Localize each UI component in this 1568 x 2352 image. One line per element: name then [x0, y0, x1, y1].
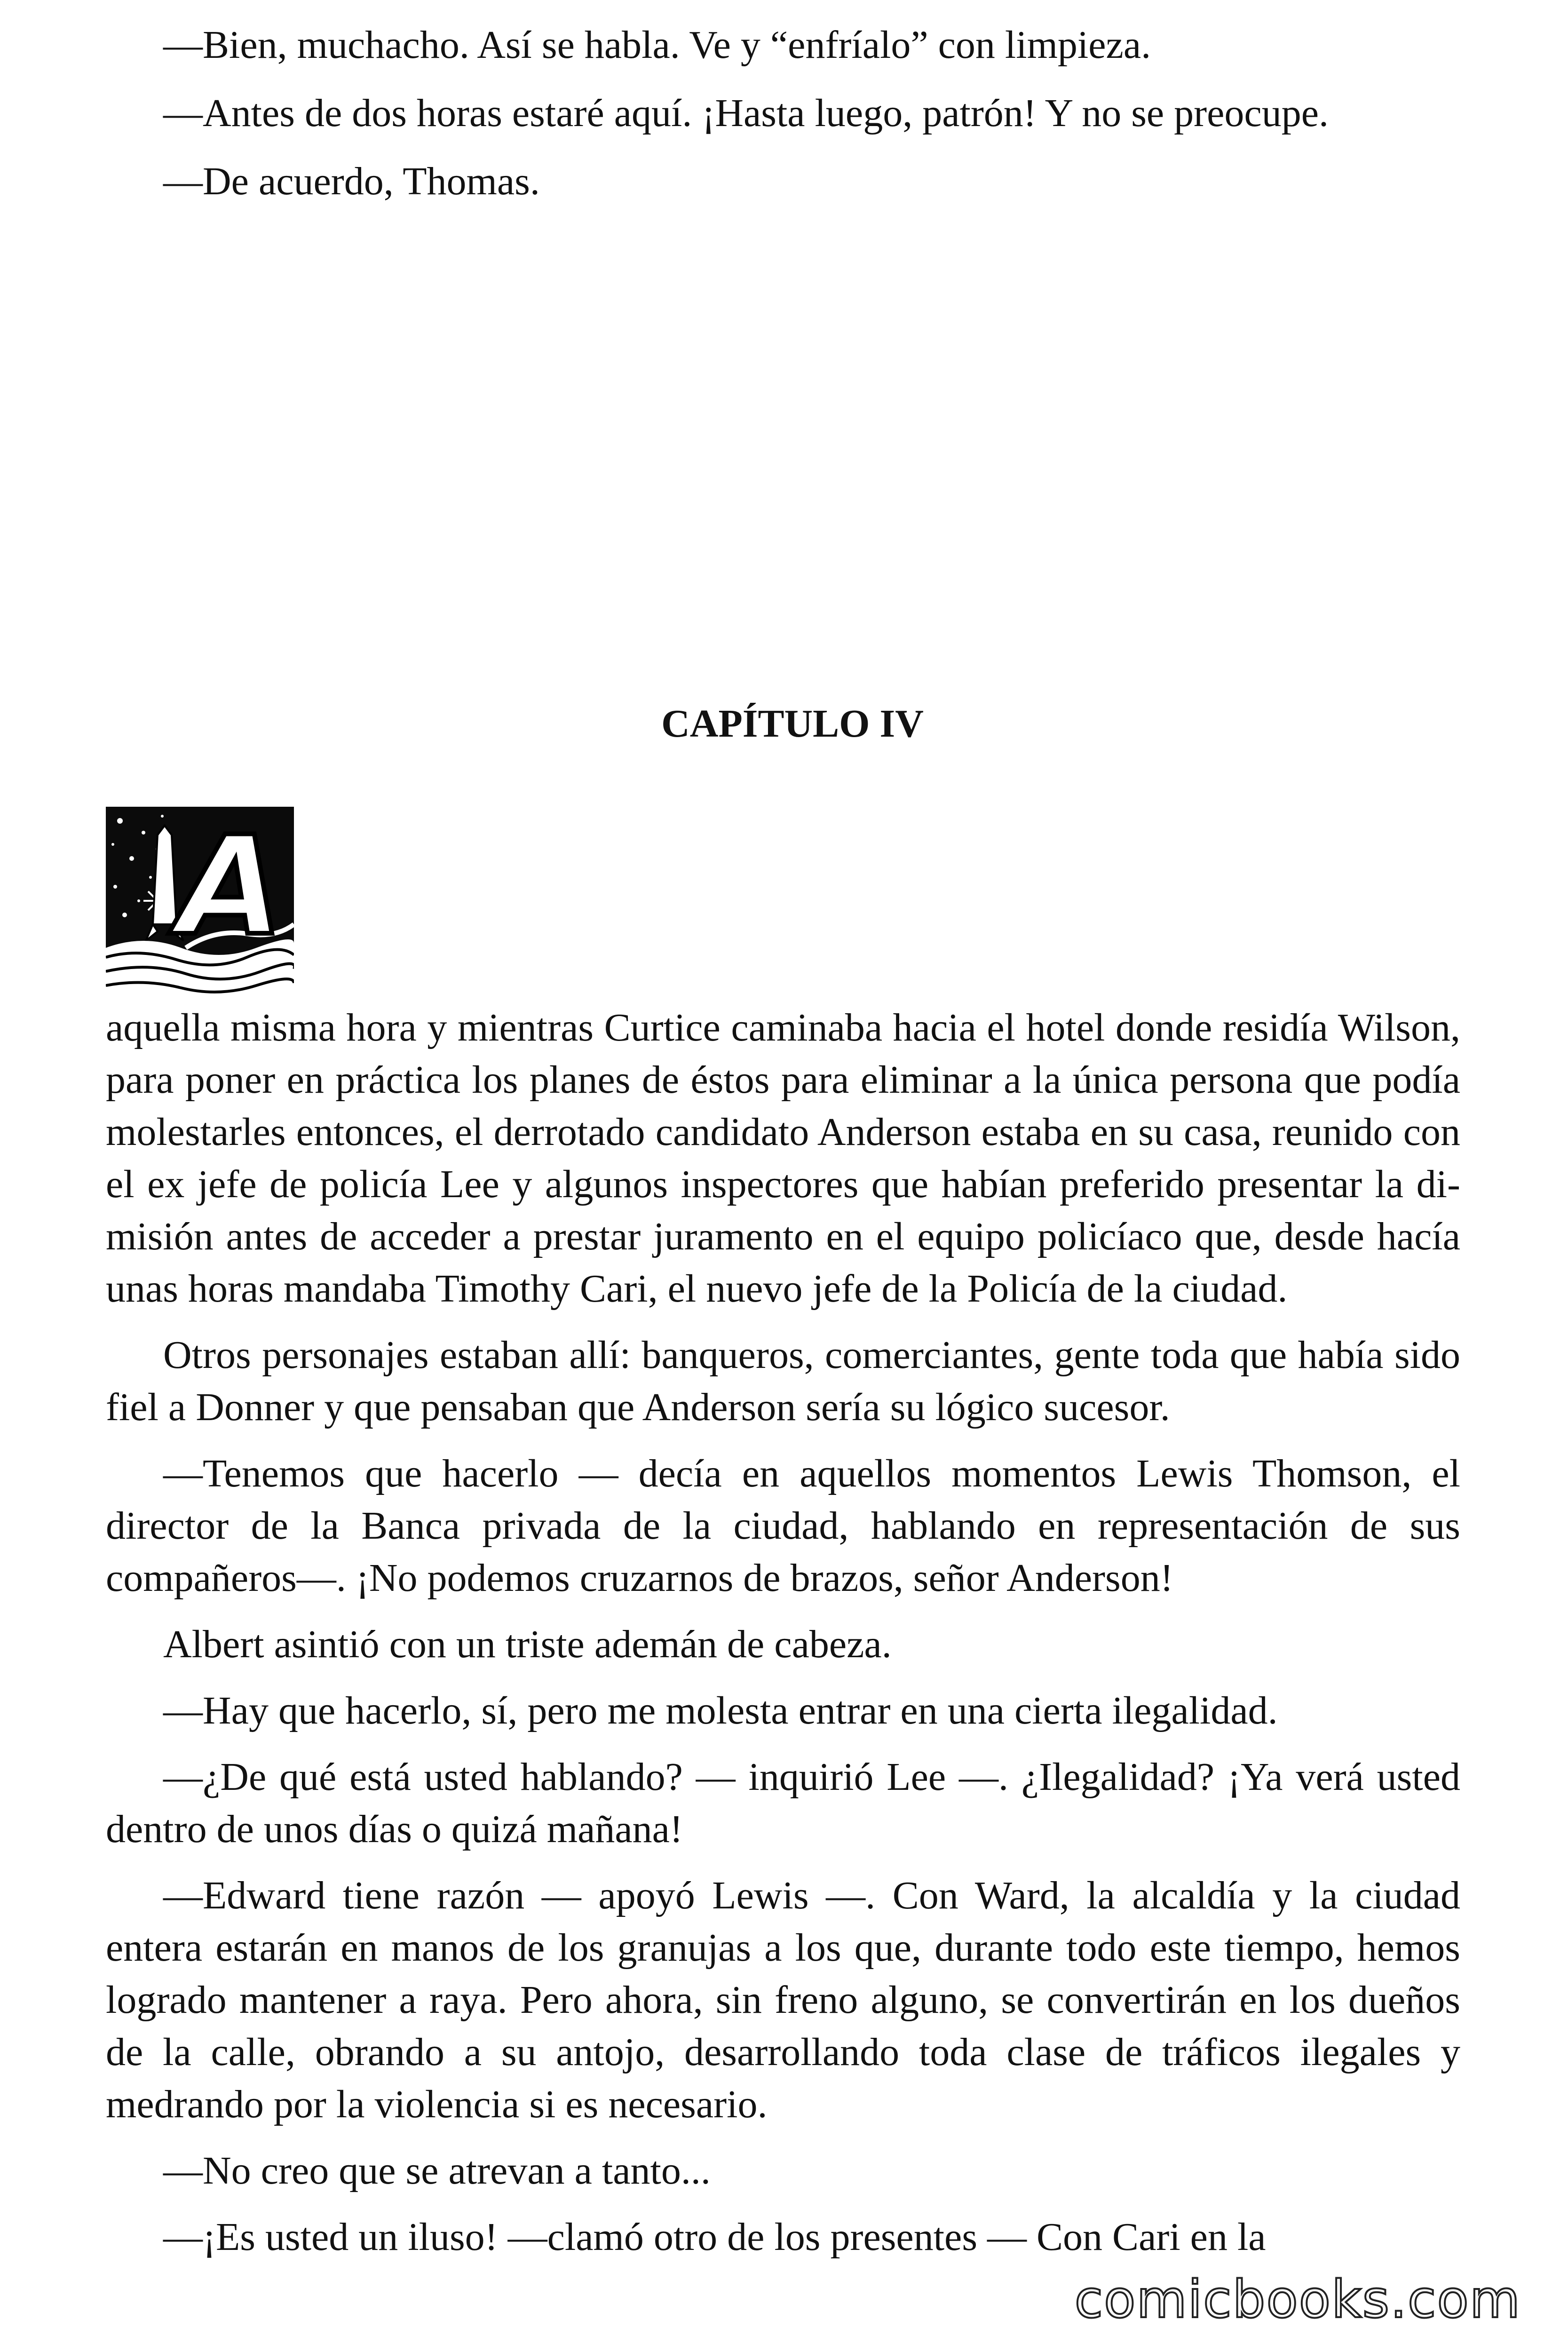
- paragraph: Otros personajes estaban allí: banqueros, comerciantes, gente toda que había sido fiel a Donner y que pensaban que Anderson sería su lógico sucesor.: [106, 1333, 1460, 1429]
- paragraph: Albert asintió con un triste ademán de cabeza.: [163, 1622, 892, 1666]
- chapter-heading: CAPÍTULO IV: [661, 702, 924, 746]
- paragraph: —No creo que se atrevan a tanto...: [163, 2149, 711, 2193]
- paragraph: —Hay que hacerlo, sí, pero me molesta entrar en una cierta ilegalidad.: [163, 1689, 1278, 1732]
- paragraph: aquella misma hora y mientras Curtice caminaba hacia el hotel donde residía Wilson, para poner en práctica los planes de éstos para eliminar a la única persona que podía molestarles entonces, el derrotado candidato Anderson estaba en su casa, reunido con el ex jefe de policía Lee y algunos inspectores que habían preferido presentar la di-misión antes de acceder a prestar juramento en el equipo policíaco que, desde hacía unas horas mandaba Timothy Cari, el nuevo jefe de la Policía de la ciudad.: [106, 1006, 1460, 1311]
- dialogue-line: —Bien, muchacho. Así se habla. Ve y “enfríalo” con limpieza.: [163, 23, 1151, 67]
- book-page: [106, 0, 1460, 2352]
- previous-chapter-ending: [106, 0, 1460, 207]
- dialogue-line: —Antes de dos horas estaré aquí. ¡Hasta luego, patrón! Y no se preocupe.: [163, 91, 1329, 135]
- paragraph: —Tenemos que hacerlo — decía en aquellos momentos Lewis Thomson, el director de la Banca privada de la ciudad, hablando en representación de sus compañeros—. ¡No podemos cruzarnos de brazos, señor Anderson!: [106, 1452, 1460, 1600]
- drop-cap-illustration: [106, 807, 294, 995]
- paragraph: —¡Es usted un iluso! —clamó otro de los presentes — Con Cari en la: [163, 2215, 1266, 2259]
- paragraph: —¿De qué está usted hablando? — inquirió Lee —. ¿Ilegalidad? ¡Ya verá usted dentro de unos días o quizá mañana!: [106, 1755, 1460, 1851]
- paragraph: —Edward tiene razón — apoyó Lewis —. Con Ward, la alcaldía y la ciudad entera estarán en manos de los granujas a los que, durante todo este tiempo, hemos logrado mantener a raya. Pero ahora, sin freno alguno, se convertirán en los dueños de la calle, obrando a su antojo, desarrollando toda clase de tráficos ilegales y medrando por la violencia si es necesario.: [106, 1874, 1460, 2126]
- watermark: comicbooks.com: [1074, 2269, 1521, 2329]
- chapter-body: [106, 1001, 1460, 2263]
- dialogue-line: —De acuerdo, Thomas.: [163, 159, 540, 203]
- drop-cap-letter: A: [177, 807, 284, 966]
